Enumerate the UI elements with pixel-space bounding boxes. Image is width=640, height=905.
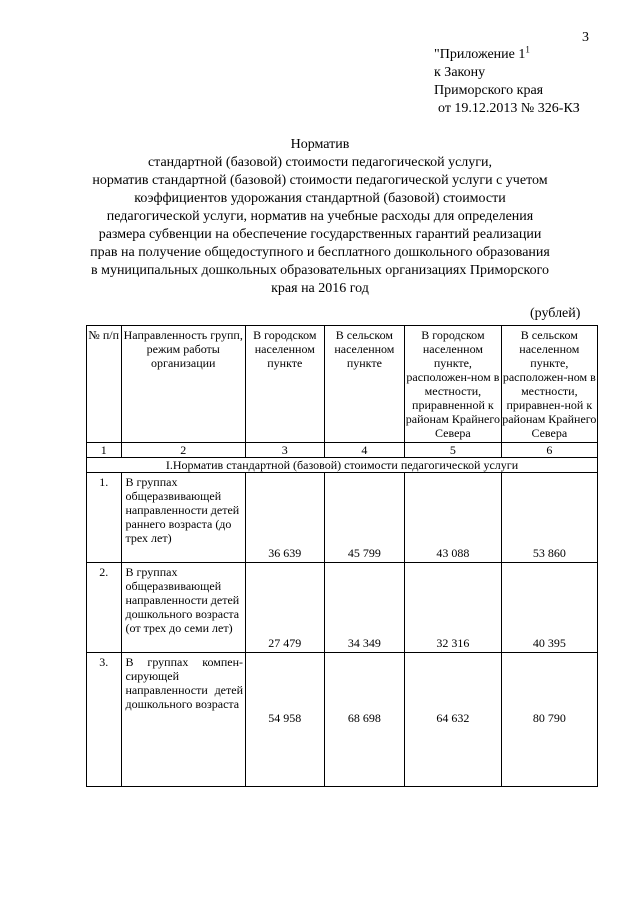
appendix-superscript: 1 bbox=[525, 44, 530, 55]
row-number: 2. bbox=[87, 563, 122, 653]
row-label: В группах компен-сирующей направленности детей дошкольного возраста bbox=[121, 653, 246, 787]
title-heading: Норматив bbox=[290, 137, 350, 152]
value-rural-north: 53 860 bbox=[501, 473, 597, 563]
page-number: 3 bbox=[582, 30, 589, 45]
title-line: коэффициентов удорожания стандартной (базовой) стоимости bbox=[134, 191, 506, 206]
value-urban-north: 32 316 bbox=[405, 563, 501, 653]
appendix-reference bbox=[434, 46, 580, 118]
column-number-row bbox=[87, 443, 598, 458]
table-row bbox=[87, 563, 598, 653]
title-line: стандартной (базовой) стоимости педагогической услуги, bbox=[147, 155, 493, 170]
title-line: размера субвенции на обеспечение государственных гарантий реализации bbox=[98, 227, 542, 242]
header-group-type: Направленность групп, режим работы организации bbox=[121, 326, 246, 443]
column-number: 6 bbox=[501, 443, 597, 458]
value-urban: 54 958 bbox=[246, 653, 325, 787]
value-rural: 34 349 bbox=[324, 563, 405, 653]
column-number: 3 bbox=[246, 443, 325, 458]
header-rural-north: В сельском населенном пункте, расположен-ном в местности, приравнен-ной к районам Крайнего Севера bbox=[501, 326, 597, 443]
value-rural: 45 799 bbox=[324, 473, 405, 563]
value-urban: 27 479 bbox=[246, 563, 325, 653]
row-label: В группах общеразвивающей направленности детей раннего возраста (до трех лет) bbox=[121, 473, 246, 563]
appendix-line-4: от 19.12.2013 № 326-КЗ bbox=[438, 101, 580, 116]
value-rural-north: 40 395 bbox=[501, 563, 597, 653]
title-line: педагогической услуги, норматив на учебные расходы для определения bbox=[106, 209, 534, 224]
norms-table bbox=[86, 325, 598, 787]
column-number: 1 bbox=[87, 443, 122, 458]
section-row bbox=[87, 458, 598, 473]
appendix-line-1: "Приложение $1^1$ bbox=[434, 44, 530, 62]
value-urban-north: 64 632 bbox=[405, 653, 501, 787]
header-number: № п/п bbox=[87, 326, 122, 443]
title-line: норматив стандартной (базовой) стоимости педагогической услуги с учетом bbox=[92, 173, 548, 188]
table-row bbox=[87, 473, 598, 563]
unit-label: (рублей) bbox=[530, 306, 581, 321]
appendix-line-3: Приморского края bbox=[434, 83, 544, 98]
table-row bbox=[87, 653, 598, 787]
header-urban: В городском населенном пункте bbox=[246, 326, 325, 443]
title-line: прав на получение общедоступного и бесплатного дошкольного образования bbox=[90, 245, 550, 260]
title-line: края на 2016 год bbox=[271, 281, 369, 296]
row-number: 3. bbox=[87, 653, 122, 787]
column-number: 5 bbox=[405, 443, 501, 458]
value-rural-north: 80 790 bbox=[501, 653, 597, 787]
column-number: 4 bbox=[324, 443, 405, 458]
value-urban-north: 43 088 bbox=[405, 473, 501, 563]
header-urban-north: В городском населенном пункте, расположен-ном в местности, приравненной к районам Крайнего Севера bbox=[405, 326, 501, 443]
appendix-line-2: к Закону bbox=[434, 65, 486, 80]
value-urban: 36 639 bbox=[246, 473, 325, 563]
header-row bbox=[87, 326, 598, 443]
row-label: В группах общеразвивающей направленности детей дошкольного возраста (от трех до семи лет) bbox=[121, 563, 246, 653]
title-line: в муниципальных дошкольных образовательных организациях Приморского bbox=[90, 263, 550, 278]
header-rural: В сельском населенном пункте bbox=[324, 326, 405, 443]
document-title bbox=[40, 136, 600, 298]
column-number: 2 bbox=[121, 443, 246, 458]
row-number: 1. bbox=[87, 473, 122, 563]
value-rural: 68 698 bbox=[324, 653, 405, 787]
section-title: I.Норматив стандартной (базовой) стоимости педагогической услуги bbox=[87, 458, 598, 473]
